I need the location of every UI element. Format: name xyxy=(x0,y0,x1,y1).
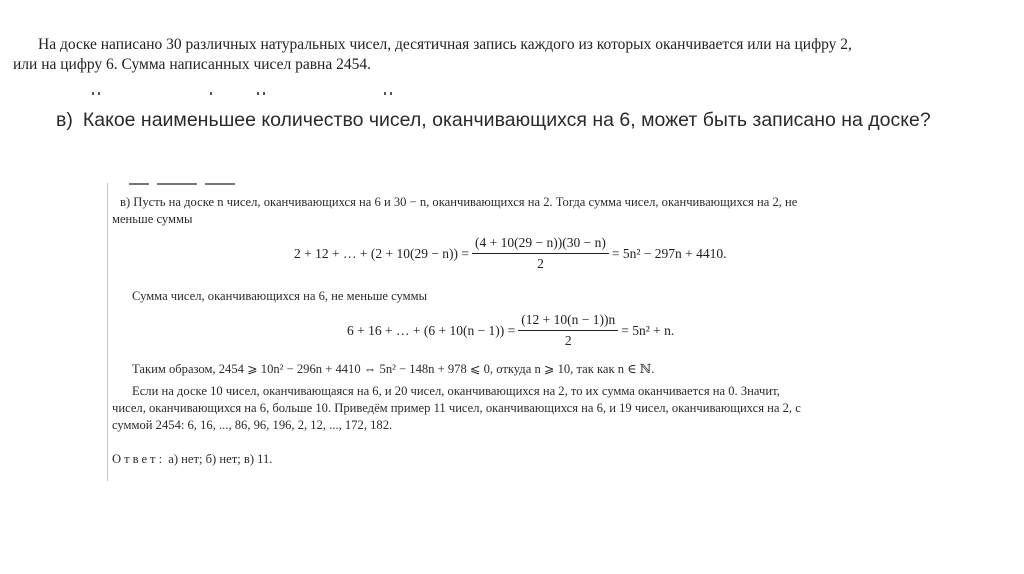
formula2-fraction xyxy=(518,312,618,349)
clipped-text-fragment xyxy=(129,183,239,187)
answer-label: Ответ: xyxy=(112,452,166,466)
clipped-text-fragment xyxy=(92,92,412,98)
solution-p1-line1: в) Пусть на доске n чисел, оканчивающихся на 6 и 30 − n, оканчивающихся на 2. Тогда сумма чисел, оканчивающихся на 2, не xyxy=(120,195,798,209)
formula2-rhs: = 5n² + n. xyxy=(621,322,675,338)
question xyxy=(56,108,931,132)
formula-sum-of-6s xyxy=(347,312,674,349)
solution-p3: Таким образом, 2454 ⩾ 10n² − 296n + 4410 ⇔ 5n² − 148n + 978 ⩽ 0, откуда n ⩾ 10, так как n ∈ ℕ. xyxy=(132,362,655,376)
formula1-lhs: 2 + 12 + … + (2 + 10(29 − n)) = xyxy=(294,245,470,261)
answer-text: а) нет; б) нет; в) 11. xyxy=(168,452,273,466)
formula1-denominator: 2 xyxy=(537,256,544,271)
question-label: в) xyxy=(56,109,73,131)
solution-p4-line1: Если на доске 10 чисел, оканчивающаяся на 6, и 20 чисел, оканчивающихся на 2, то их сумма оканчивается на 0. Значит, xyxy=(132,384,780,398)
answer xyxy=(112,451,272,468)
question-text: Какое наименьшее количество чисел, оканчивающихся на 6, может быть записано на доске? xyxy=(82,109,931,131)
problem-line-1: На доске написано 30 различных натуральных чисел, десятичная запись каждого из которых оканчивается или на цифру 2, xyxy=(38,36,852,53)
formula1-rhs: = 5n² − 297n + 4410. xyxy=(611,245,727,261)
solution-p4-line3: суммой 2454: 6, 16, ..., 86, 96, 196, 2, 12, ..., 172, 182. xyxy=(112,418,393,432)
problem-line-2: или на цифру 6. Сумма написанных чисел равна 2454. xyxy=(13,56,371,73)
formula1-numerator: (4 + 10(29 − n))(30 − n) xyxy=(472,235,609,254)
formula1-fraction xyxy=(472,235,609,272)
formula-sum-of-2s xyxy=(294,235,727,272)
solution-p2: Сумма чисел, оканчивающихся на 6, не меньше суммы xyxy=(132,289,428,303)
formula2-denominator: 2 xyxy=(564,333,572,348)
solution-p1-line2: меньше суммы xyxy=(112,212,193,226)
panel-left-border xyxy=(107,183,108,481)
solution-p4-line2: чисел, оканчивающихся на 6, больше 10. Приведём пример 11 чисел, оканчивающихся на 6, и 19 чисел, оканчивающихся на 2, с xyxy=(112,401,801,415)
formula2-lhs: 6 + 16 + … + (6 + 10(n − 1)) = xyxy=(347,322,516,338)
solution-panel xyxy=(107,183,983,481)
formula2-numerator: (12 + 10(n − 1))n xyxy=(518,312,618,331)
